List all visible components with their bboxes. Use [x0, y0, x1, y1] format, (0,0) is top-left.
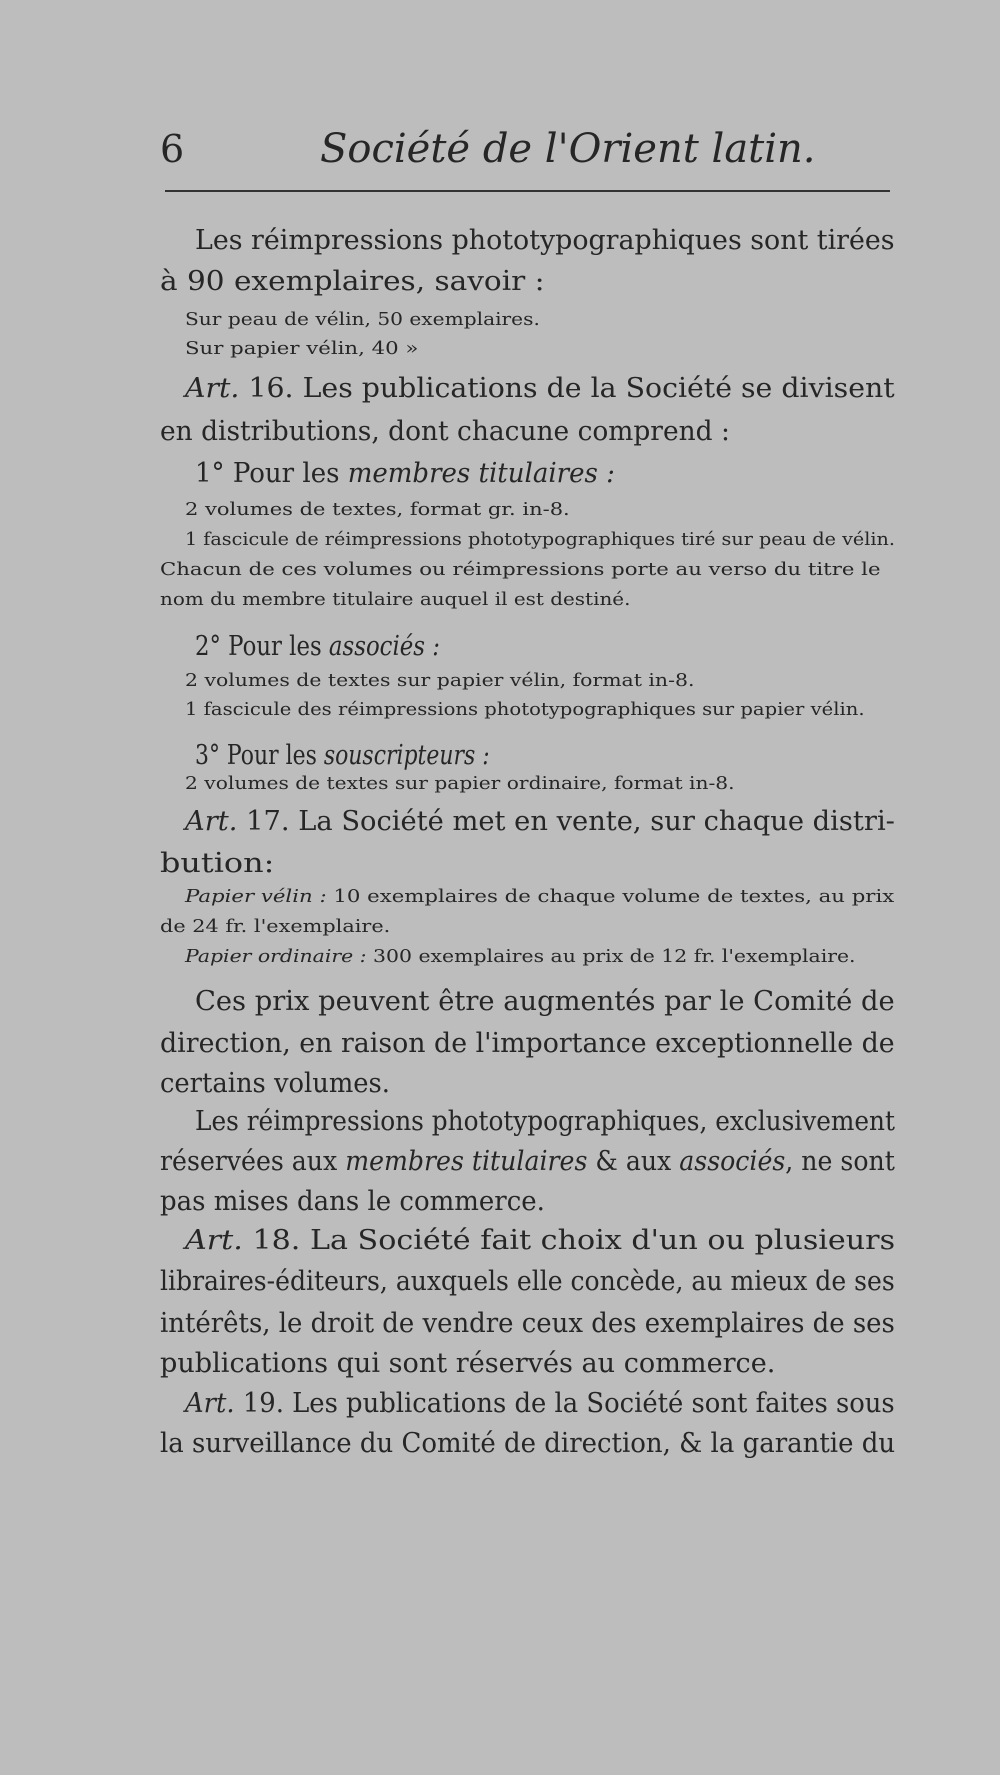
text-line-a17s1 [185, 883, 894, 911]
text-segment: Ces prix peuvent être augmentés par le Comité de [195, 986, 895, 1017]
text-segment: Sur papier vélin, 40 » [185, 338, 419, 359]
text-line-m1s2 [185, 526, 895, 554]
text-line-p3l1 [195, 1103, 895, 1141]
text-line-p2l1 [195, 983, 895, 1021]
text-line-a19l1 [185, 1385, 895, 1423]
text-line-p2l3 [160, 1065, 390, 1103]
text-line-m1 [195, 455, 615, 493]
text-line-m3s1 [185, 770, 735, 798]
article-label: Papier vélin : [185, 886, 327, 907]
text-segment: Chacun de ces volumes ou réimpressions porte au verso du titre le [160, 559, 881, 580]
text-segment: 2 volumes de textes sur papier ordinaire, format in-8. [185, 773, 735, 794]
text-line-a17l2 [160, 845, 274, 883]
text-segment: , ne sont [785, 1146, 895, 1177]
italic-term: associés [679, 1146, 786, 1177]
text-line-a18l2 [160, 1263, 895, 1301]
text-segment: intérêts, le droit de vendre ceux des exemplaires de ses [160, 1308, 895, 1339]
text-segment: 1 fascicule de réimpressions phototypographiques tiré sur peau de vélin. [185, 529, 895, 550]
header-rule [165, 190, 890, 192]
text-segment: de 24 fr. l'exemplaire. [160, 916, 391, 937]
text-segment: 300 exemplaires au prix de 12 fr. l'exemplaire. [366, 946, 856, 967]
text-line-a19l2 [160, 1425, 895, 1463]
text-segment: à 90 exemplaires, savoir : [160, 266, 545, 297]
text-line-a17s2 [160, 913, 390, 941]
text-line-p3l2 [160, 1143, 895, 1181]
running-title: Société de l'Orient latin. [320, 126, 816, 172]
text-line-a18l1 [185, 1222, 895, 1260]
text-segment: direction, en raison de l'importance exceptionnelle de [160, 1028, 895, 1059]
text-line-p2l2 [160, 1025, 895, 1063]
article-label: Art. [185, 806, 238, 837]
page-header [160, 118, 895, 180]
text-line-s1 [185, 306, 540, 334]
text-line-a16l2 [160, 413, 730, 451]
text-segment: 19. Les publications de la Société sont faites sous [234, 1388, 895, 1419]
text-line-a18l3 [160, 1305, 895, 1343]
text-segment: nom du membre titulaire auquel il est destiné. [160, 589, 631, 610]
page-number: 6 [160, 127, 185, 171]
article-label: Art. [185, 373, 240, 404]
article-label: Art. [185, 1225, 243, 1256]
italic-term: associés : [328, 631, 440, 662]
text-line-p1l2 [160, 263, 545, 301]
text-line-p3l3 [160, 1183, 545, 1221]
text-segment: pas mises dans le commerce. [160, 1186, 545, 1217]
text-segment: 18. La Société fait choix d'un ou plusieurs [242, 1225, 896, 1256]
text-line-m2s1 [185, 667, 694, 695]
text-line-a17l1 [185, 803, 895, 841]
text-line-p1l1 [195, 222, 895, 260]
text-line-m1s3 [160, 556, 881, 584]
text-line-m1s1 [185, 496, 570, 524]
text-segment: Les réimpressions phototypographiques sont tirées [195, 225, 895, 256]
text-segment: 10 exemplaires de chaque volume de textes, au prix [326, 886, 895, 907]
text-segment: libraires-éditeurs, auxquels elle concède, au mieux de ses [160, 1266, 895, 1297]
text-segment: Sur peau de vélin, 50 exemplaires. [185, 309, 540, 330]
text-line-a16l1 [185, 370, 895, 408]
text-segment: réservées aux [160, 1146, 346, 1177]
text-line-m1s4 [160, 586, 630, 614]
text-segment: 1° Pour les [195, 458, 348, 489]
text-segment: en distributions, dont chacune comprend : [160, 416, 730, 447]
text-line-a17s3 [185, 943, 856, 971]
text-segment: 2 volumes de textes sur papier vélin, format in-8. [185, 670, 695, 691]
text-line-m2s2 [185, 696, 865, 724]
italic-term: membres titulaires : [347, 458, 615, 489]
text-segment: la surveillance du Comité de direction, & la garantie du [160, 1428, 896, 1459]
italic-term: membres titulaires [345, 1146, 588, 1177]
text-segment: 16. Les publications de la Société se divisent [239, 373, 895, 404]
text-segment: & aux [587, 1146, 680, 1177]
text-segment: 2 volumes de textes, format gr. in-8. [185, 499, 570, 520]
text-segment: 2° Pour les [195, 631, 329, 662]
text-line-s2 [185, 335, 418, 363]
article-label: Art. [185, 1388, 235, 1419]
text-segment: bution: [160, 848, 275, 879]
article-label: Papier ordinaire : [185, 946, 367, 967]
text-line-m2 [195, 628, 440, 666]
text-segment: 1 fascicule des réimpressions phototypographiques sur papier vélin. [185, 699, 865, 720]
italic-term: souscripteurs : [323, 740, 490, 771]
text-line-a18l4 [160, 1345, 775, 1383]
text-segment: 17. La Société met en vente, sur chaque distri- [237, 806, 895, 837]
text-segment: 3° Pour les [195, 740, 324, 771]
text-segment: certains volumes. [160, 1068, 390, 1099]
text-segment: Les réimpressions phototypographiques, exclusivement [195, 1106, 895, 1137]
text-segment: publications qui sont réservés au commerce. [160, 1348, 776, 1379]
